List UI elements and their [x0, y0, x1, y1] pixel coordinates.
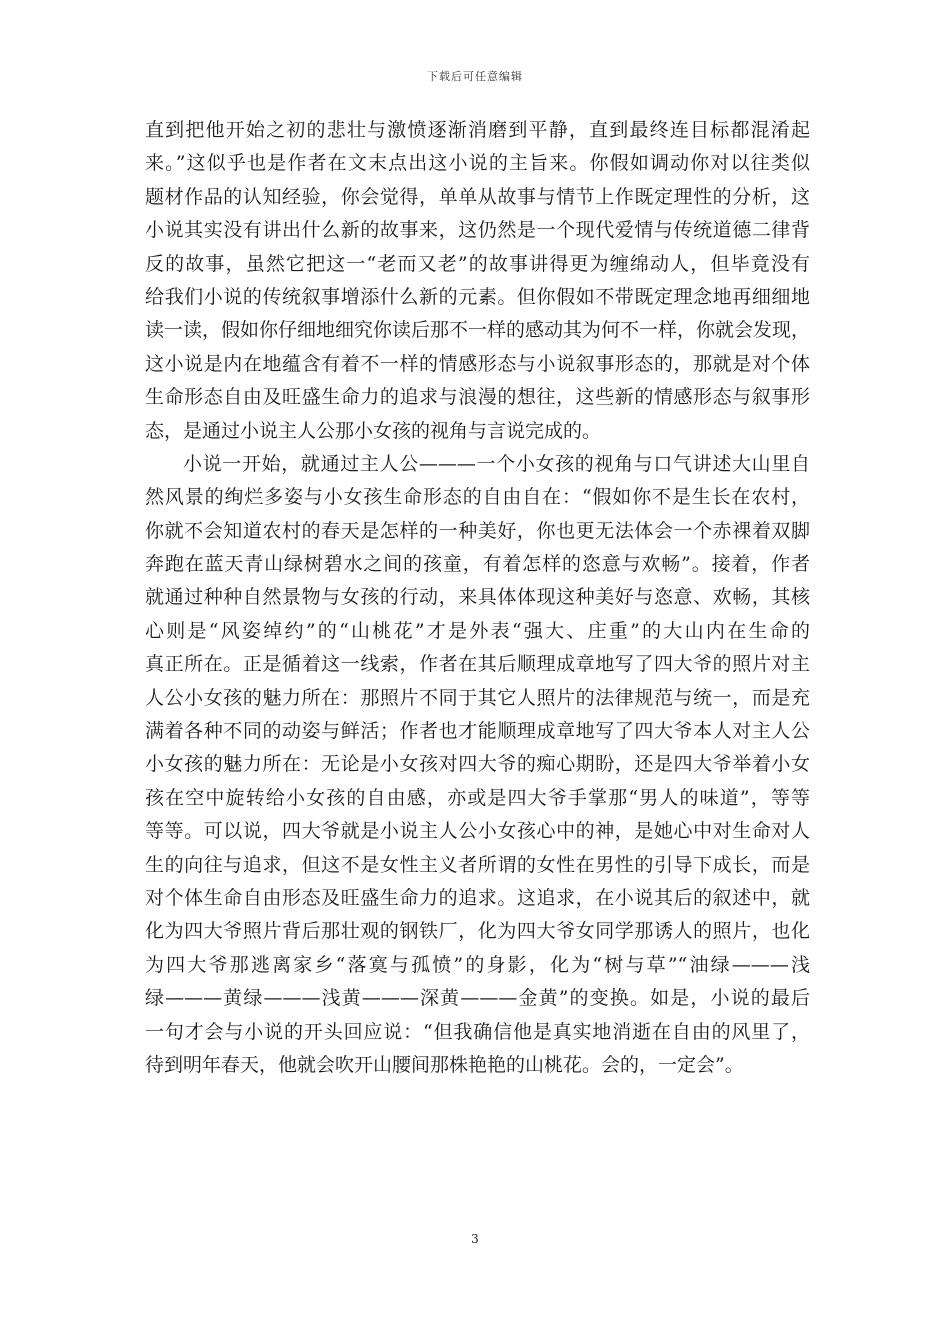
text-line: 孩在空中旋转给小女孩的自由感，亦或是四大爷手掌那“男人的味道”，等等	[145, 786, 810, 809]
text-line: 小女孩的魅力所在：无论是小女孩对四大爷的痴心期盼，还是四大爷举着小女	[145, 753, 810, 776]
text-line: 待到明年春天，他就会吹开山腰间那株艳艳的山桃花。会的，一定会”。	[145, 1053, 744, 1076]
text-line: 生命形态自由及旺盛生命力的追求与浪漫的想往，这些新的情感形态与叙事形	[145, 386, 810, 409]
text-line: 你就不会知道农村的春天是怎样的一种美好，你也更无法体会一个赤裸着双脚	[145, 519, 810, 542]
text-line: 奔跑在蓝天青山绿树碧水之间的孩童，有着怎样的恣意与欢畅”。接着，作者	[145, 553, 810, 576]
text-line: 小说一开始，就通过主人公———一个小女孩的视角与口气讲述大山里自	[183, 452, 810, 475]
text-line: 态，是通过小说主人公那小女孩的视角与言说完成的。	[145, 419, 602, 442]
text-line: 读一读，假如你仔细地细究你读后那不一样的感动其为何不一样，你就会发现，	[145, 319, 811, 342]
text-line: 生的向往与追求，但这不是女性主义者所谓的女性在男性的引导下成长，而是	[145, 853, 810, 876]
text-line: 来。”这似乎也是作者在文末点出这小说的主旨来。你假如调动你对以往类似	[145, 152, 810, 175]
text-line: 满着各种不同的动姿与鲜活；作者也才能顺理成章地写了四大爷本人对主人公	[145, 720, 810, 743]
document-body	[145, 114, 810, 1082]
text-line: 直到把他开始之初的悲壮与激愤逐渐消磨到平静，直到最终连目标都混淆起	[145, 119, 810, 141]
text-line: 反的故事，虽然它把这一“老而又老”的故事讲得更为缠绵动人，但毕竟没有	[145, 252, 810, 275]
text-line: 为四大爷那逃离家乡“落寞与孤愤”的身影，化为“树与草”“油绿———浅	[145, 953, 810, 976]
paragraph-2	[145, 448, 810, 1082]
text-line: 然风景的绚烂多姿与小女孩生命形态的自由自在：“假如你不是生长在农村，	[145, 486, 810, 509]
paragraph-1	[145, 114, 810, 448]
text-line: 就通过种种自然景物与女孩的行动，来具体体现这种美好与恣意、欢畅，其核	[145, 586, 810, 609]
text-line: 对个体生命自由形态及旺盛生命力的追求。这追求，在小说其后的叙述中，就	[145, 886, 810, 909]
page-number: 3	[471, 1232, 479, 1246]
text-line: 绿———黄绿———浅黄———深黄———金黄”的变换。如是，小说的最后	[145, 987, 810, 1010]
text-line: 这小说是内在地蕴含有着不一样的情感形态与小说叙事形态的，那就是对个体	[145, 352, 810, 375]
page-header: 下载后可任意编辑	[427, 70, 523, 83]
text-line: 真正所在。正是循着这一线索，作者在其后顺理成章地写了四大爷的照片对主	[145, 653, 810, 676]
text-line: 题材作品的认知经验，你会觉得，单单从故事与情节上作既定理性的分析，这	[145, 185, 810, 208]
text-line: 心则是“风姿绰约”的“山桃花”才是外表“强大、庄重”的大山内在生命的	[145, 619, 810, 642]
text-line: 小说其实没有讲出什么新的故事来，这仍然是一个现代爱情与传统道德二律背	[145, 219, 810, 242]
text-line: 人公小女孩的魅力所在：那照片不同于其它人照片的法律规范与统一，而是充	[145, 686, 810, 709]
text-line: 一句才会与小说的开头回应说：“但我确信他是真实地消逝在自由的风里了，	[145, 1020, 810, 1043]
text-line: 给我们小说的传统叙事增添什么新的元素。但你假如不带既定理念地再细细地	[145, 285, 810, 308]
text-line: 化为四大爷照片背后那壮观的钢铁厂，化为四大爷女同学那诱人的照片，也化	[145, 920, 810, 943]
text-line: 等等。可以说，四大爷就是小说主人公小女孩心中的神，是她心中对生命对人	[145, 820, 810, 843]
